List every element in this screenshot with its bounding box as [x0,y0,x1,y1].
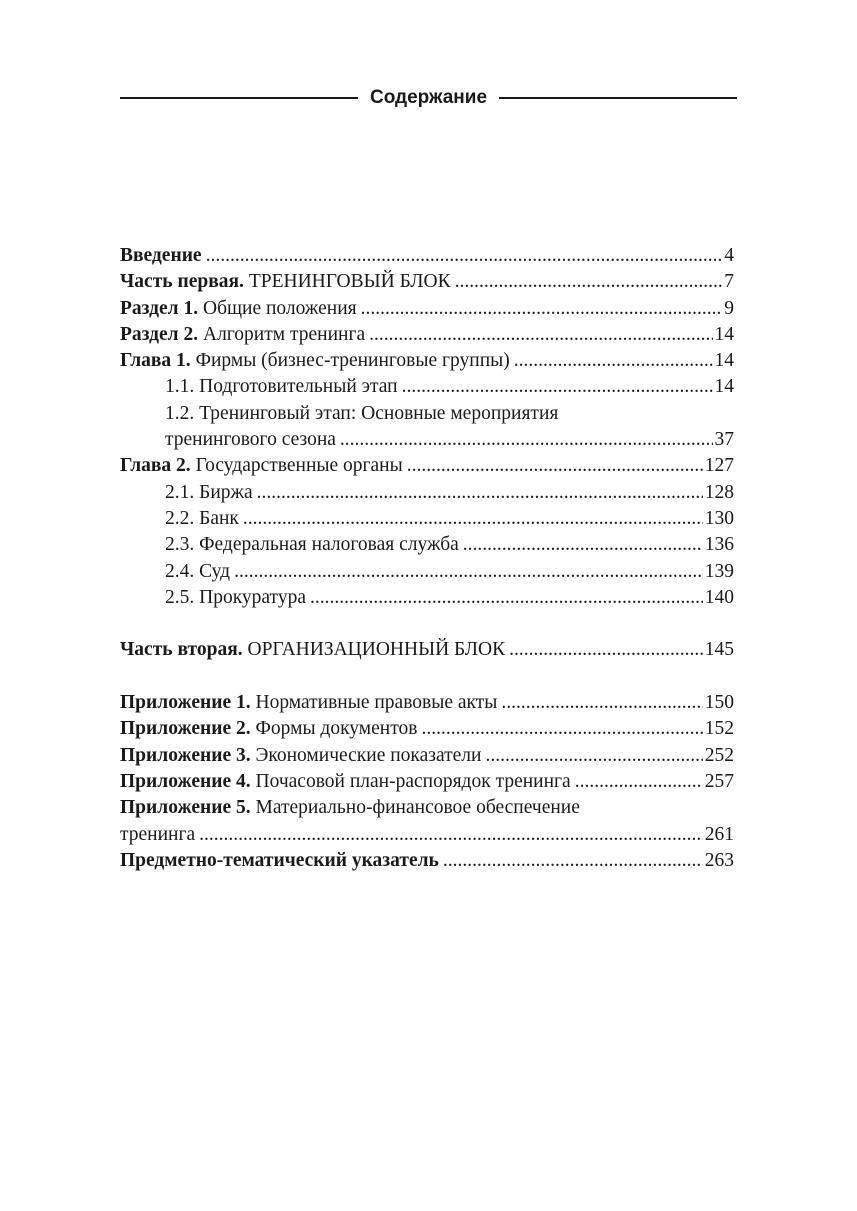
page-title: Содержание [369,87,488,108]
page-number: 9 [724,297,734,319]
entry-title: Приложение 4. [120,770,251,792]
page-number: 14 [714,376,734,398]
page-number: 4 [724,245,734,266]
toc-entry-part1[interactable]: Часть первая. ТРЕНИНГОВЫЙ БЛОК ..... 7 [120,269,734,295]
page-number: 261 [704,823,734,845]
page-number: 252 [704,744,734,766]
table-of-contents [120,243,734,874]
spacer [120,611,734,637]
page-number: 37 [714,429,734,451]
toc-entry-appendix-2[interactable]: Приложение 2. Формы документов ..... 152 [120,716,734,742]
entry-title: Приложение 1. [120,692,251,714]
toc-entry-2-1[interactable]: 2.1. Биржа ..... 128 [120,480,734,506]
dot-leader [253,480,703,506]
toc-entry-chapter2[interactable]: Глава 2. Государственные органы ..... 127 [120,453,734,479]
toc-entry-section1[interactable]: Раздел 1. Общие положения ..... 9 [120,296,734,322]
page-number: 136 [704,534,734,556]
toc-entry-chapter1[interactable]: Глава 1. Фирмы (бизнес-тренинговые группы) ..... 14 [120,348,734,374]
dot-leader [571,769,703,795]
page-number: 263 [704,849,734,871]
entry-title: Приложение 5. [120,797,251,819]
page-number: 7 [724,271,734,293]
page-number: 127 [704,455,734,477]
spacer [120,664,734,690]
toc-entry-part2[interactable]: Часть вторая. ОРГАНИЗАЦИОННЫЙ БЛОК ..... 145 [120,637,734,663]
entry-title: Приложение 3. [120,744,251,766]
page-number: 257 [704,770,734,792]
dot-leader [505,637,703,663]
dot-leader [239,506,703,532]
page-number: 128 [704,481,734,503]
toc-entry-appendix-5[interactable]: Приложение 5. Материально-финансовое обеспечение [120,797,580,819]
dot-leader [417,716,702,742]
entry-title: Приложение 2. [120,718,251,740]
toc-entry-1-2[interactable]: 1.2. Тренинговый этап: Основные мероприятия [165,402,559,424]
entry-title: Глава 1. [120,350,191,372]
page-number: 14 [714,323,734,345]
dot-leader [202,243,723,269]
entry-title: Раздел 1. [120,297,199,319]
dot-leader [481,743,702,769]
entry-title: Глава 2. [120,455,191,477]
toc-entry-1-1[interactable]: 1.1. Подготовительный этап ..... 14 [120,374,734,400]
entry-title: Часть первая. [120,271,244,293]
dot-leader [230,559,703,585]
page-number: 139 [704,560,734,582]
dot-leader [403,453,703,479]
header-rule-right [499,97,737,99]
page-number: 14 [714,350,734,372]
page-number: 150 [704,692,734,714]
toc-entry-appendix-5-cont[interactable]: тренинга ..... 261 [120,822,734,848]
toc-entry-appendix-3[interactable]: Приложение 3. Экономические показатели ..... 252 [120,743,734,769]
page-number: 152 [704,718,734,740]
toc-entry-2-2[interactable]: 2.2. Банк ..... 130 [120,506,734,532]
dot-leader [357,296,723,322]
toc-entry-2-4[interactable]: 2.4. Суд ..... 139 [120,559,734,585]
toc-entry-index[interactable] [120,848,734,874]
toc-header [120,84,737,112]
dot-leader [306,585,703,611]
dot-leader [459,532,703,558]
toc-entry-appendix-4[interactable]: Приложение 4. Почасовой план-распорядок тренинга ..... 257 [120,769,734,795]
page-number: 140 [704,586,734,608]
dot-leader [439,848,703,874]
toc-entry-section2[interactable]: Раздел 2. Алгоритм тренинга ..... 14 [120,322,734,348]
toc-entry-2-3[interactable]: 2.3. Федеральная налоговая служба ..... 136 [120,532,734,558]
header-rule-left [120,97,358,99]
dot-leader [365,322,712,348]
toc-entry-1-2-cont[interactable]: тренингового сезона ..... 37 [120,427,734,453]
entry-title: Предметно-тематический указатель [120,849,439,871]
dot-leader [451,269,723,295]
entry-title: Раздел 2. [120,323,199,345]
entry-title: Часть вторая. [120,639,243,661]
dot-leader [336,427,713,453]
dot-leader [497,690,702,716]
dot-leader [398,374,713,400]
page-number: 145 [704,639,734,661]
entry-title: Введение [120,245,202,266]
toc-entry-intro[interactable] [120,243,734,269]
toc-entry-2-5[interactable]: 2.5. Прокуратура ..... 140 [120,585,734,611]
page-number: 130 [704,507,734,529]
toc-entry-appendix-1[interactable]: Приложение 1. Нормативные правовые акты ..... 150 [120,690,734,716]
dot-leader [510,348,713,374]
dot-leader [195,822,703,848]
